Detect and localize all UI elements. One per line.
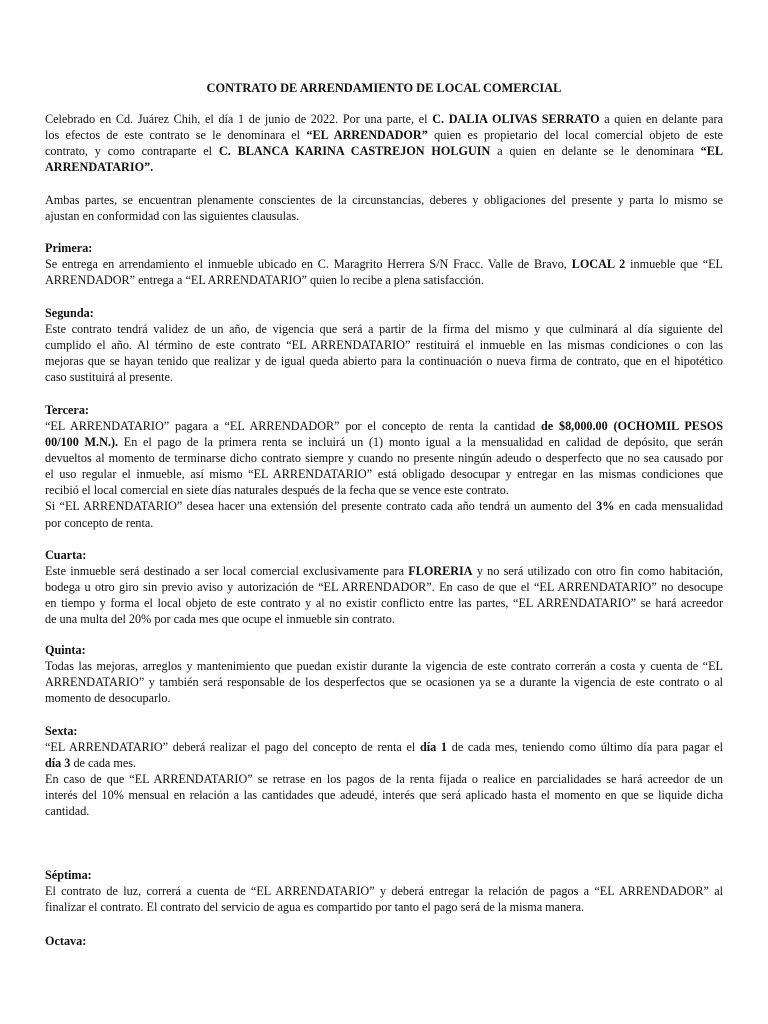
ambas-paragraph: Ambas partes, se encuentran plenamente conscientes de la circunstancias, deberes y obligaciones del presente y parta lo mismo se ajustan en conformidad con las siguientes clausulas. — [45, 193, 723, 224]
arrendatario-term: ARRENDATARIO”. — [45, 160, 154, 175]
intro-line-2: los efectos de este contrato se le denominara el “EL ARRENDADOR” quien es propietario del local comercial objeto de este — [45, 128, 724, 143]
clause-heading-tercera: Tercera: — [45, 403, 89, 417]
local-number: LOCAL 2 — [571, 257, 626, 271]
business-type: FLORERIA — [408, 564, 473, 578]
clause-heading-segunda: Segunda: — [45, 306, 94, 320]
clause-heading-sexta: Sexta: — [45, 724, 78, 738]
arrendatario-name: C. BLANCA KARINA CASTREJON HOLGUIN — [218, 144, 491, 159]
clause-tercera-body: “EL ARRENDATARIO” pagara a “EL ARRENDADOR” por el concepto de renta la cantidad de $8,000.00 (OCHOMIL PESOS 00/100 M.N.). En el pago de la primera renta se incluirá un (1) monto igual a la mensualidad en calidad de depósito, que serán devueltos al momento de terminarse dicho contrato siempre y cuando no presente ningún adeudo o desperfecto que no sea causado por el uso regular el inmueble, así mismo “EL ARRENDATARIO” está obligado desocupar y entregar en las mismas condiciones que recibió el local comercial en siete días naturales después de la fecha que se vence este contrato. Si “EL ARRENDATARIO” desea hacer una extensión del presente contrato cada año tendrá un aumento del 3% en cada mensualidad por concepto de renta. — [45, 419, 723, 530]
intro-line-3: contrato, y como contraparte el C. BLANCA KARINA CASTREJON HOLGUIN a quien en delante se le denominara “EL — [45, 144, 724, 159]
clause-heading-cuarta: Cuarta: — [45, 548, 87, 562]
payment-day: día 1 — [419, 740, 448, 754]
arrendador-term: “EL ARRENDADOR” — [306, 128, 428, 143]
document-title: CONTRATO DE ARRENDAMIENTO DE LOCAL COMERCIAL — [206, 81, 562, 95]
clause-septima-body: El contrato de luz, correrá a cuenta de “EL ARRENDATARIO” y deberá entregar la relación de pagos a “EL ARRENDADOR” al finalizar el contrato. El contrato del servicio de agua es compartido por tanto el pago será de la misma manera. — [45, 884, 723, 915]
annual-increase: 3% — [596, 499, 615, 514]
clause-cuarta-body: Este inmueble será destinado a ser local comercial exclusivamente para FLORERIA y no será utilizado con otro fin como habitación, bodega u otro giro sin previo aviso y autorización de “EL ARRENDADOR”. En caso de que el “EL ARRENDATARIO” no desocupe en tiempo y forma el local objeto de este contrato y al no existir conflicto entre las partes, “EL ARRENDATARIO” se hará acreedor de una multa del 20% por cada mes que ocupe el inmueble sin contrato. — [45, 564, 723, 627]
clause-heading-quinta: Quinta: — [45, 643, 86, 657]
clause-primera-body: Se entrega en arrendamiento el inmueble ubicado en C. Maragrito Herrera S/N Fracc. Valle de Bravo, LOCAL 2 inmueble que “EL ARRENDADOR” entrega a “EL ARRENDATARIO” quien lo recibe a plena satisfacción. — [45, 257, 723, 288]
clause-segunda-body: Este contrato tendrá validez de un año, de vigencia que será a partir de la firma del mismo y que culminará al día siguiente del cumplido el año. Al término de este contrato “EL ARRENDATARIO” restituirá el inmueble en las mismas condiciones o con las mejoras que se hayan tenido que realizar y de igual queda abierto para la continuación o nueva firma de contrato, que en el hipotético caso sustituirá al presente. — [45, 322, 723, 385]
clause-heading-octava: Octava: — [45, 934, 87, 948]
payment-deadline: día 3 — [45, 756, 71, 771]
rent-amount: de $8,000.00 (OCHOMIL PESOS — [541, 419, 723, 433]
clause-sexta-body: “EL ARRENDATARIO” deberá realizar el pago del concepto de renta el día 1 de cada mes, teniendo como último día para pagar el día 3 de cada mes. En caso de que “EL ARRENDATARIO” se retrase en los pagos de la renta fijada o realice en parcialidades se hará acreedor de un interés del 10% mensual en relación a las cantidades que adeudé, interés que será aplicado hasta el momento en que se liquide dicha cantidad. — [45, 740, 723, 819]
clause-heading-septima: Séptima: — [45, 868, 92, 882]
intro-line-1: Celebrado en Cd. Juárez Chih, el día 1 de junio de 2022. Por una parte, el C. DALIA OLIVAS SERRATO a quien en delante para — [45, 112, 724, 126]
arrendador-name: C. DALIA OLIVAS SERRATO — [432, 112, 600, 126]
clause-quinta-body: Todas las mejoras, arreglos y mantenimiento que puedan existir durante la vigencia de este contrato correrán a costa y cuenta de “EL ARRENDATARIO” y también será responsable de los desperfectos que se ocasionen ya se a durante la vigencia de este contrato o al momento de desocuparlo. — [45, 659, 723, 706]
clause-heading-primera: Primera: — [45, 241, 93, 255]
intro-line-4 — [45, 159, 723, 175]
intro-paragraph — [45, 111, 723, 175]
